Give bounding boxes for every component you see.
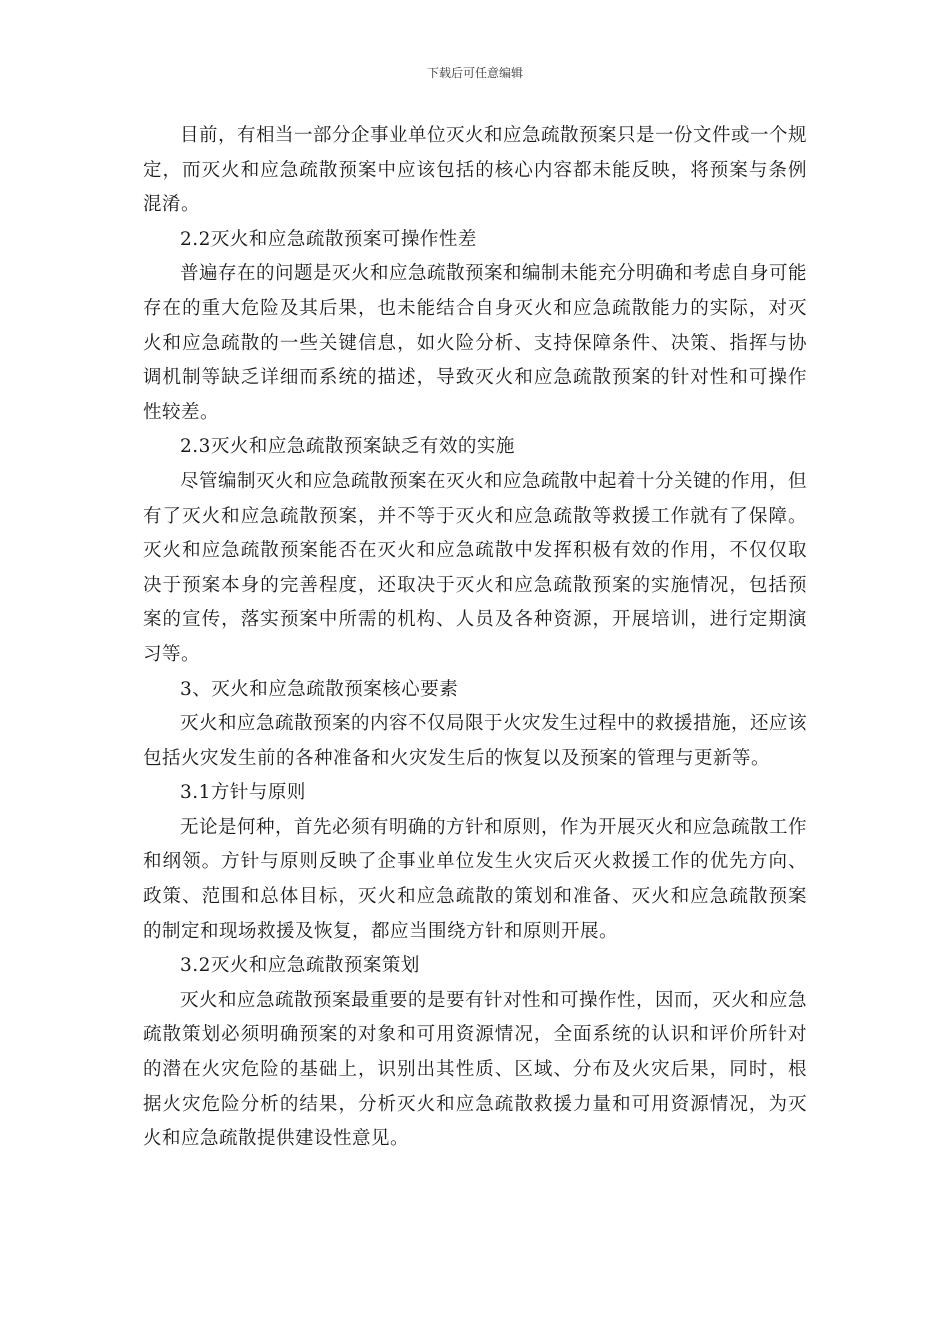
- section-heading-3: 3、灭火和应急疏散预案核心要素: [180, 678, 459, 700]
- paragraph-current-problems: 目前，有相当一部分企事业单位灭火和应急疏散预案只是一份文件或一个规定，而灭火和应急疏散预案中应该包括的核心内容都未能反映，将预案与条例混淆。: [143, 125, 808, 216]
- paragraph-planning: 灭火和应急疏散预案最重要的是要有针对性和可操作性，因而，灭火和应急疏散策划必须明确预案的对象和可用资源情况，全面系统的认识和评价所针对的潜在火灾危险的基础上，识别出其性质、区域、分布及火灾后果，同时，根据火灾危险分析的结果，分析灭火和应急疏散救援力量和可用资源情况，为灭火和应急疏散提供建设性意见。: [143, 989, 808, 1150]
- page-header: 下载后可任意编辑: [426, 66, 523, 80]
- section-heading-3-2: 3.2灭火和应急疏散预案策划: [180, 955, 420, 977]
- paragraph-principles: 无论是何种，首先必须有明确的方针和原则，作为开展灭火和应急疏散工作和纲领。方针与原则反映了企事业单位发生火灾后灭火救援工作的优先方向、政策、范围和总体目标，灭火和应急疏散的策划和准备、灭火和应急疏散预案的制定和现场救援及恢复，都应当围绕方针和原则开展。: [143, 816, 808, 942]
- document-body: [143, 119, 807, 1157]
- section-heading-2-3: 2.3灭火和应急疏散预案缺乏有效的实施: [180, 436, 515, 458]
- paragraph-poor-operability: 普遍存在的问题是灭火和应急疏散预案和编制未能充分明确和考虑自身可能存在的重大危险及其后果，也未能结合自身灭火和应急疏散能力的实际，对灭火和应急疏散的一些关键信息，如火险分析、支持保障条件、决策、指挥与协调机制等缺乏详细而系统的描述，导致灭火和应急疏散预案的针对性和可操作性较差。: [143, 263, 808, 423]
- paragraph-core-elements: 灭火和应急疏散预案的内容不仅局限于火灾发生过程中的救援措施，还应该包括火灾发生前的各种准备和火灾发生后的恢复以及预案的管理与更新等。: [143, 713, 808, 769]
- section-heading-3-1: 3.1方针与原则: [180, 782, 306, 804]
- section-heading-2-2: 2.2灭火和应急疏散预案可操作性差: [180, 228, 477, 250]
- paragraph-lack-of-implementation: 尽管编制灭火和应急疏散预案在灭火和应急疏散中起着十分关键的作用，但有了灭火和应急疏散预案，并不等于灭火和应急疏散等救援工作就有了保障。灭火和应急疏散预案能否在灭火和应急疏散中发挥积极有效的作用，不仅仅取决于预案本身的完善程度，还取决于灭火和应急疏散预案的实施情况，包括预案的宣传，落实预案中所需的机构、人员及各种资源，开展培训，进行定期演习等。: [143, 470, 808, 665]
